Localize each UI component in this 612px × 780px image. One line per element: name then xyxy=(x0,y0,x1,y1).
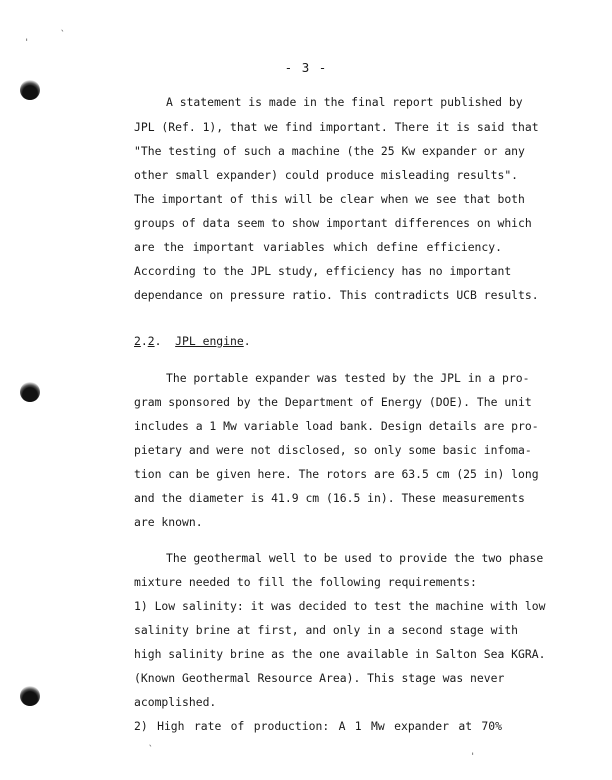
text-line: A statement is made in the final report published by xyxy=(166,95,523,109)
text-line: According to the JPL study, efficiency has no important xyxy=(134,264,512,278)
scan-speck: ' xyxy=(24,38,30,48)
scan-speck: ' xyxy=(470,752,476,762)
text-line: dependance on pressure ratio. This contradicts UCB results. xyxy=(134,288,539,302)
section-title: JPL engine xyxy=(175,334,244,348)
text-line: acomplished. xyxy=(134,695,217,709)
text-line: tion can be given here. The rotors are 63.5 cm (25 in) long xyxy=(134,467,539,481)
text-line: are known. xyxy=(134,515,203,529)
text-line: The portable expander was tested by the JPL in a pro- xyxy=(166,371,530,385)
text-line: (Known Geothermal Resource Area). This stage was never xyxy=(134,671,505,685)
binder-hole-top xyxy=(20,80,40,100)
text-line: The geothermal well to be used to provide the two phase xyxy=(166,551,544,565)
page-number: - 3 - xyxy=(284,60,328,75)
text-line: high salinity brine as the one available in Salton Sea KGRA. xyxy=(134,647,546,661)
text-line: mixture needed to fill the following requirements: xyxy=(134,575,477,589)
binder-hole-middle xyxy=(20,382,40,402)
scan-speck: ` xyxy=(148,745,154,755)
binder-hole-bottom xyxy=(20,686,40,706)
text-line: gram sponsored by the Department of Energy (DOE). The unit xyxy=(134,395,532,409)
section-number-a: 2 xyxy=(134,334,141,348)
text-line: salinity brine at first, and only in a second stage with xyxy=(134,623,519,637)
text-line: includes a 1 Mw variable load bank. Design details are pro- xyxy=(134,419,539,433)
scan-speck: ` xyxy=(60,30,66,40)
text-line: 1) Low salinity: it was decided to test the machine with low xyxy=(134,599,546,613)
text-line: groups of data seem to show important differences on which xyxy=(134,216,532,230)
section-title-period: . xyxy=(243,334,251,348)
text-line: are the important variables which define efficiency. xyxy=(134,240,502,254)
text-line: other small expander) could produce misleading results". xyxy=(134,168,519,182)
text-line: and the diameter is 41.9 cm (16.5 in). These measurements xyxy=(134,491,525,505)
text-line: JPL (Ref. 1), that we find important. There it is said that xyxy=(134,120,539,134)
section-number-b: 2 xyxy=(147,334,155,348)
text-line: The important of this will be clear when we see that both xyxy=(134,192,525,206)
text-line: pietary and were not disclosed, so only some basic infoma- xyxy=(134,443,532,457)
text-line: 2) High rate of production: A 1 Mw expander at 70% xyxy=(134,719,502,733)
text-line: "The testing of such a machine (the 25 Kw expander or any xyxy=(134,144,525,158)
section-heading: 2.2. JPL engine. xyxy=(134,334,251,348)
